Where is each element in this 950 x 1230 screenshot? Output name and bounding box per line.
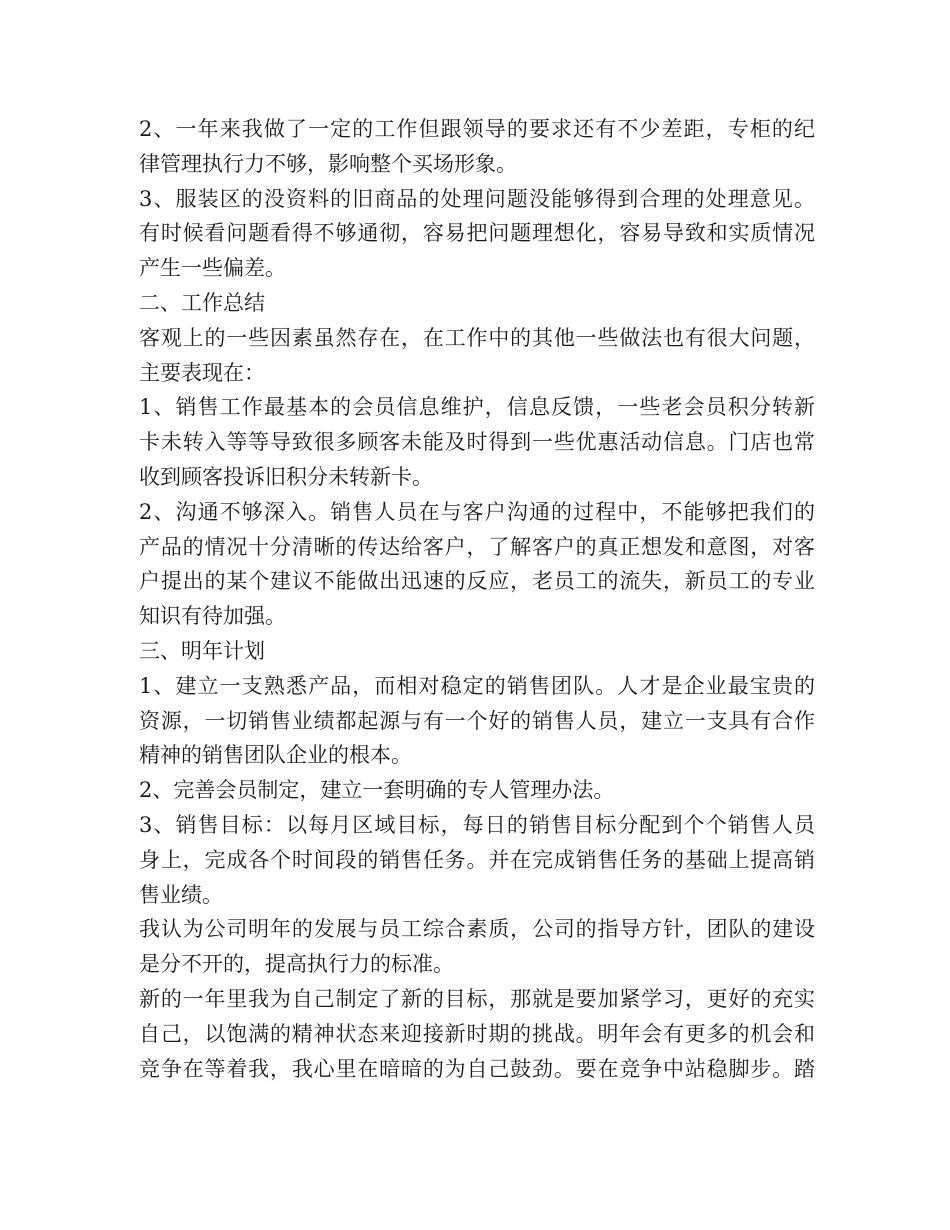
text-line: 3、销售目标：以每月区域目标，每日的销售目标分配到个个销售人员 (139, 812, 815, 837)
text-line: 资源，一切销售业绩都起源与有一个好的销售人员，建立一支具有合作 (139, 708, 815, 733)
text-line: 我认为公司明年的发展与员工综合素质，公司的指导方针，团队的建设 (139, 917, 815, 942)
text-line: 卡未转入等等导致很多顾客未能及时得到一些优惠活动信息。门店也常 (139, 430, 815, 455)
text-line: 产品的情况十分清晰的传达给客户，了解客户的真正想发和意图，对客 (139, 534, 815, 559)
text-line: 1、销售工作最基本的会员信息维护，信息反馈，一些老会员积分转新 (139, 395, 815, 420)
text-line: 产生一些偏差。 (139, 256, 286, 281)
text-line: 2、完善会员制定，建立一套明确的专人管理办法。 (139, 778, 615, 803)
text-line: 身上，完成各个时间段的销售任务。并在完成销售任务的基础上提高销 (139, 847, 815, 872)
text-line: 2、一年来我做了一定的工作但跟领导的要求还有不少差距，专柜的纪 (139, 117, 815, 141)
text-line: 二、工作总结 (139, 290, 265, 315)
text-line: 3、服装区的没资料的旧商品的处理问题没能够得到合理的处理意见。 (139, 186, 815, 211)
text-line: 是分不开的，提高执行力的标准。 (139, 952, 454, 977)
text-line: 竞争在等着我，我心里在暗暗的为自己鼓劲。要在竞争中站稳脚步。踏 (139, 1056, 815, 1081)
text-line: 三、明年计划 (139, 638, 265, 663)
text-line: 2、沟通不够深入。销售人员在与客户沟通的过程中，不能够把我们的 (139, 499, 815, 524)
text-line: 户提出的某个建议不能做出迅速的反应，老员工的流失，新员工的专业 (139, 569, 815, 594)
text-line: 新的一年里我为自己制定了新的目标，那就是要加紧学习，更好的充实 (139, 986, 815, 1011)
text-line: 自己，以饱满的精神状态来迎接新时期的挑战。明年会有更多的机会和 (139, 1021, 815, 1046)
text-line: 售业绩。 (139, 882, 223, 907)
text-line: 律管理执行力不够，影响整个买场形象。 (139, 151, 517, 176)
text-line: 收到顾客投诉旧积分未转新卡。 (139, 464, 433, 489)
text-line: 1、建立一支熟悉产品，而相对稳定的销售团队。人才是企业最宝贵的 (139, 673, 815, 698)
document-body (139, 112, 815, 1086)
text-line: 知识有待加强。 (139, 604, 286, 629)
text-line: 客观上的一些因素虽然存在，在工作中的其他一些做法也有很大问题， (139, 325, 815, 350)
text-line: 主要表现在： (139, 360, 265, 385)
text-line: 精神的销售团队企业的根本。 (139, 743, 412, 768)
text-line: 有时候看问题看得不够通彻，容易把问题理想化，容易导致和实质情况 (139, 221, 815, 246)
